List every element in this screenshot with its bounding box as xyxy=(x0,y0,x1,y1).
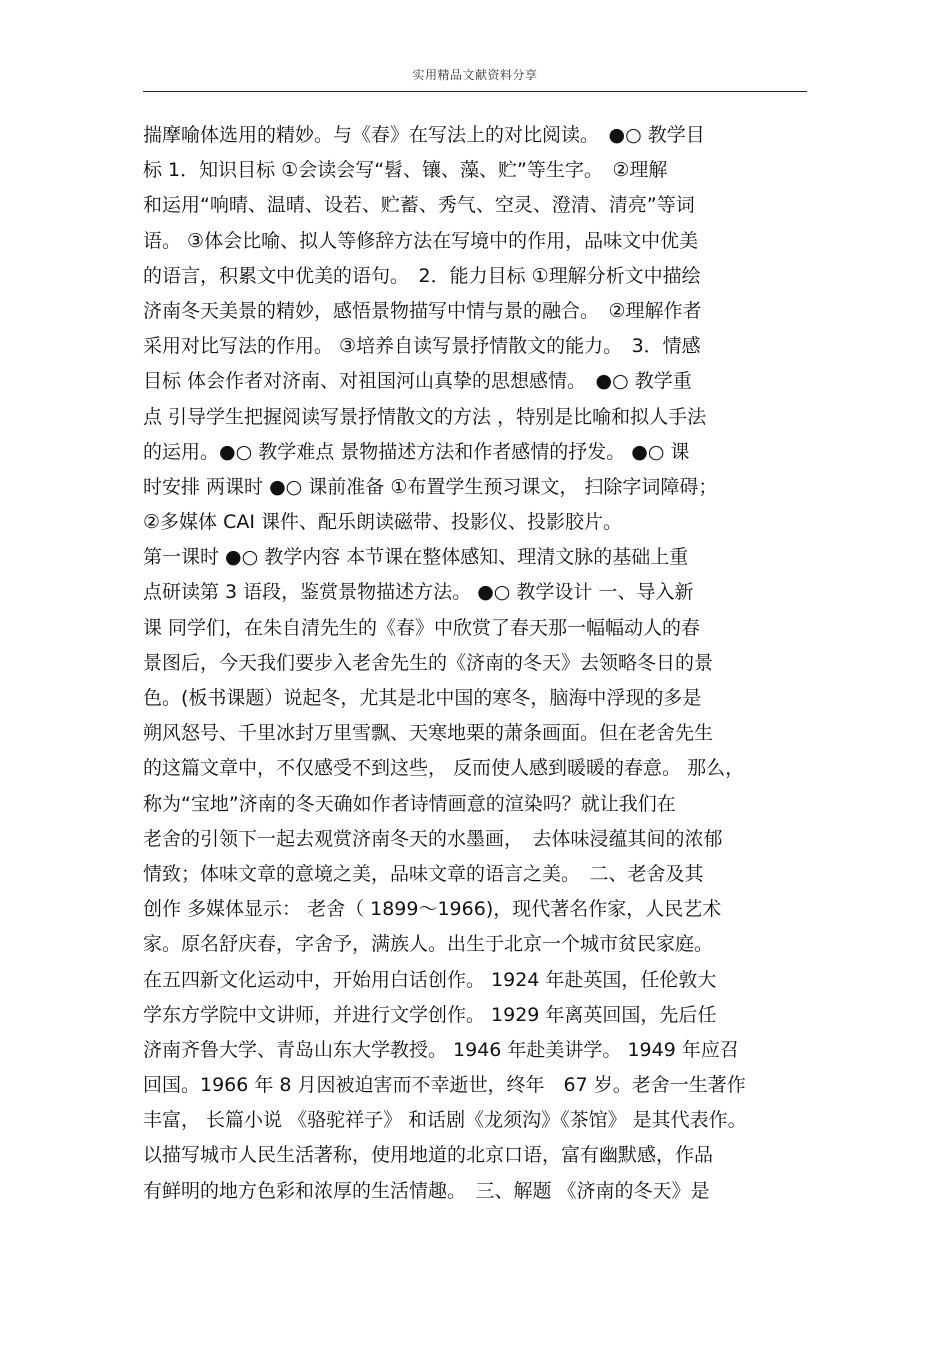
text-line: ②多媒体 CAI 课件、配乐朗读磁带、投影仪、投影胶片。 xyxy=(143,511,622,534)
text-line: 和运用“响晴、温晴、设若、贮蓄、秀气、空灵、澄清、清亮”等词 xyxy=(143,194,695,217)
text-line: 时安排 两课时 ●○ 课前准备 ①布置学生预习课文， 扫除字词障碍； xyxy=(143,475,718,498)
text-line: 称为“宝地”济南的冬天确如作者诗情画意的渲染吗？就让我们在 xyxy=(143,792,676,815)
text-line: 情致；体味文章的意境之美，品味文章的语言之美。 二、老舍及其 xyxy=(143,862,704,885)
text-line: 在五四新文化运动中，开始用白话创作。 1924 年赴英国，任伦敦大 xyxy=(143,968,717,991)
text-line: 济南冬天美景的精妙，感悟景物描写中情与景的融合。 ②理解作者 xyxy=(143,299,702,322)
text-line: 语。 ③体会比喻、拟人等修辞方法在写境中的作用，品味文中优美 xyxy=(143,229,699,252)
text-line: 点 引导学生把握阅读写景抒情散文的方法 ，特别是比喻和拟人手法 xyxy=(143,405,707,428)
document-body xyxy=(143,118,807,1209)
text-line: 第一课时 ●○ 教学内容 本节课在整体感知、理清文脉的基础上重 xyxy=(143,546,689,569)
text-line: 目标 体会作者对济南、对祖国河山真挚的思想感情。 ●○ 教学重 xyxy=(143,370,692,393)
text-line: 采用对比写法的作用。 ③培养自读写景抒情散文的能力。 3．情感 xyxy=(143,335,701,358)
text-line: 有鲜明的地方色彩和浓厚的生活情趣。 三、解题 《济南的冬天》是 xyxy=(143,1179,710,1202)
header-divider xyxy=(143,91,807,92)
text-line: 老舍的引领下一起去观赏济南冬天的水墨画， 去体味浸蕴其间的浓郁 xyxy=(143,827,723,850)
text-line: 景图后，今天我们要步入老舍先生的《济南的冬天》去领略冬日的景 xyxy=(143,651,714,674)
page-header-title: 实用精品文献资料分享 xyxy=(412,68,538,82)
text-line: 点研读第 3 语段，鉴赏景物描述方法。 ●○ 教学设计 一、导入新 xyxy=(143,581,694,604)
text-line: 学东方学院中文讲师，并进行文学创作。 1929 年离英回国，先后任 xyxy=(143,1003,717,1026)
text-line: 家。原名舒庆春，字舍予，满族人。出生于北京一个城市贫民家庭。 xyxy=(143,933,714,956)
text-line: 创作 多媒体显示： 老舍（ 1899～1966)，现代著名作家，人民艺术 xyxy=(143,898,722,921)
text-line: 揣摩喻体选用的精妙。与《春》在写法上的对比阅读。 ●○ 教学目 xyxy=(143,124,705,146)
text-line: 的语言，积累文中优美的语句。 2．能力目标 ①理解分析文中描绘 xyxy=(143,264,701,287)
text-line: 朔风怒号、千里冰封万里雪飘、天寒地栗的萧条画面。但在老舍先生 xyxy=(143,722,714,745)
text-line: 的运用。●○ 教学难点 景物描述方法和作者感情的抒发。 ●○ 课 xyxy=(143,440,690,463)
text-line: 课 同学们，在朱自清先生的《春》中欣赏了春天那一幅幅动人的春 xyxy=(143,616,701,639)
text-line: 回国。1966 年 8 月因被迫害而不幸逝世，终年 67 岁。老舍一生著作 xyxy=(143,1074,746,1097)
text-line: 济南齐鲁大学、青岛山东大学教授。 1946 年赴美讲学。 1949 年应召 xyxy=(143,1038,739,1061)
text-line: 标 1．知识目标 ①会读会写“髫、镶、藻、贮”等生字。 ②理解 xyxy=(143,159,668,182)
text-line: 的这篇文章中，不仅感受不到这些， 反而使人感到暖暖的春意。 那么， xyxy=(143,757,745,780)
text-line: 色。(板书课题）说起冬，尤其是北中国的寒冬，脑海中浮现的多是 xyxy=(143,687,702,709)
text-line: 丰富， 长篇小说 《骆驼祥子》 和话剧《龙须沟》《茶馆》 是其代表作。 xyxy=(143,1109,747,1132)
text-line: 以描写城市人民生活著称，使用地道的北京口语，富有幽默感，作品 xyxy=(143,1144,714,1167)
